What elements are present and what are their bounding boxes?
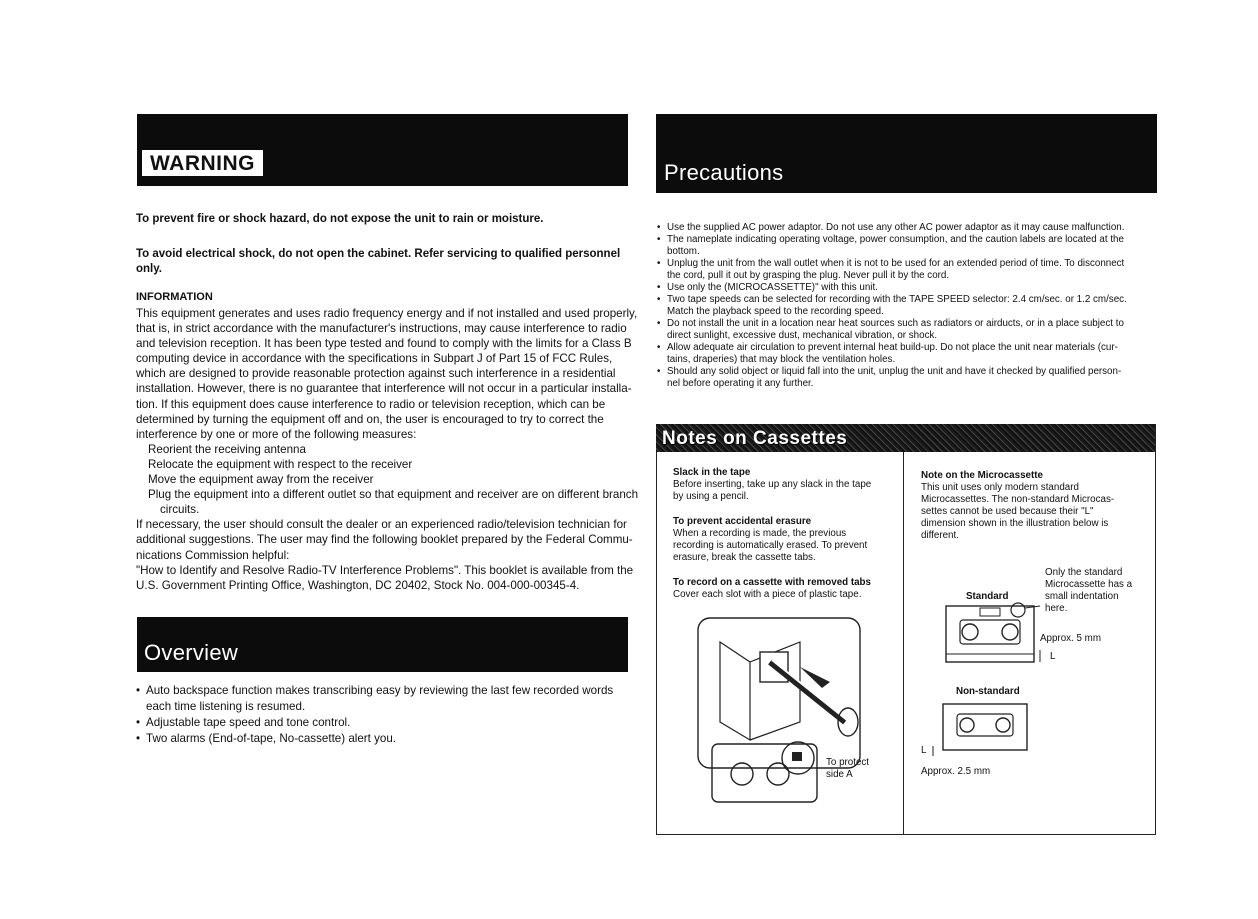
nonstandard-label: Non-standard xyxy=(956,686,1020,697)
warning-lead-2: To avoid electrical shock, do not open the cabinet. Refer servicing to qualified personnel only. xyxy=(136,248,621,275)
approx-2-5mm-label: Approx. 2.5 mm xyxy=(921,766,991,777)
microcassette-section: Note on the Microcassette This unit uses only modern standard Microcassettes. The non-standard Microcas- settes cannot be used because their "L" dimension shown in the illustration below is different. xyxy=(921,470,1115,541)
overview-item: • Auto backspace function makes transcribing easy by reviewing the last few recorded words each time listening is resumed. xyxy=(136,683,613,715)
erasure-heading: To prevent accidental erasure xyxy=(673,516,812,527)
overview-title: Overview xyxy=(144,640,239,665)
measure-item: Relocate the equipment with respect to the receiver xyxy=(148,457,413,471)
l-dimension-label-nonstandard: L xyxy=(921,745,927,756)
warning-lead-1: To prevent fire or shock hazard, do not expose the unit to rain or moisture. xyxy=(136,213,544,225)
record-heading: To record on a cassette with removed tabs xyxy=(673,577,871,588)
overview-list xyxy=(136,683,613,747)
information-heading: INFORMATION xyxy=(136,291,213,303)
precaution-item: • Unplug the unit from the wall outlet when it is not to be used for an extended period of time. To disconnect the cord, pull it out by grasping the plug. Never pull it by the cord. xyxy=(657,258,1127,282)
approx-5mm-label: Approx. 5 mm xyxy=(1040,633,1101,644)
slack-section: Slack in the tape Before inserting, take up any slack in the tape by using a pencil. xyxy=(673,467,872,502)
notes-divider xyxy=(903,452,904,834)
precaution-item: • Use only the (MICROCASSETTE)" with this unit. xyxy=(657,282,1127,294)
protect-label: To protect side A xyxy=(826,757,870,780)
cassette-tab-illustration xyxy=(690,612,870,812)
l-dimension-label: L xyxy=(1050,651,1056,662)
measure-item: Reorient the receiving antenna xyxy=(148,442,306,456)
notes-title: Notes on Cassettes xyxy=(662,428,848,449)
precaution-item: • Two tape speeds can be selected for recording with the TAPE SPEED selector: 2.4 cm/sec. or 1.2 cm/sec. Match the playback speed to the recording speed. xyxy=(657,294,1127,318)
record-section: To record on a cassette with removed tabs Cover each slot with a piece of plastic tape. xyxy=(673,577,871,600)
overview-item: • Adjustable tape speed and tone control. xyxy=(136,715,613,731)
nonstandard-cassette-diagram xyxy=(925,700,1035,760)
microcassette-heading: Note on the Microcassette xyxy=(921,470,1043,481)
measure-item: Move the equipment away from the receiver xyxy=(148,473,374,487)
precaution-item: • Do not install the unit in a location near heat sources such as radiators or airducts, or in a place subject to direct sunlight, excessive dust, mechanical vibration, or shock. xyxy=(657,318,1127,342)
precaution-item: • Allow adequate air circulation to prevent internal heat build-up. Do not place the unit near materials (cur- tains, draperies) that may block the ventilation holes. xyxy=(657,342,1127,366)
precautions-title: Precautions xyxy=(664,160,784,185)
precaution-item: • The nameplate indicating operating voltage, power consumption, and the caution labels are located at the bottom. xyxy=(657,234,1127,258)
standard-note: Only the standard Microcassette has a small indentation here. xyxy=(1045,567,1133,614)
information-body: This equipment generates and uses radio frequency energy and if not installed and used properly, that is, in strict accordance with the manufacturer's instructions, may cause interference to radio and television reception. It has been type tested and found to comply with the limits for a Class B computing device in accordance with the specifications in Subpart J of Part 15 of FCC Rules, which are designed to provide reasonable protection against such interference in a residential installation. However, there is no guarantee that interference will not occur in a particular installa- tion. If this equipment does cause interference to radio or television reception, which can be determined by turning the equipment off and on, the user is encouraged to try to correct the interference by one or more of the following measures: Reorient the receiving antenna Relocate the equipment with respect to the receiver Move the equipment away from the receiver Plug the equipment into a different outlet so that equipment and receiver are on different branch circuits. If necessary, the user should consult the dealer or an experienced radio/television technician for additional suggestions. The user may find the following booklet prepared by the Federal Commu- nications Commission helpful: "How to Identify and Resolve Radio-TV Interference Problems". This booklet is available from the U.S. Government Printing Office, Washington, DC 20402, Stock No. 004-000-00345-4. xyxy=(136,307,639,592)
precaution-item: • Use the supplied AC power adaptor. Do not use any other AC power adaptor as it may cause malfunction. xyxy=(657,222,1127,234)
slack-heading: Slack in the tape xyxy=(673,467,751,478)
warning-title: WARNING xyxy=(142,150,263,176)
overview-item: • Two alarms (End-of-tape, No-cassette) alert you. xyxy=(136,731,613,747)
measure-item: Plug the equipment into a different outlet so that equipment and receiver are on different branch xyxy=(148,488,639,502)
precautions-list xyxy=(657,222,1127,390)
precaution-item: • Should any solid object or liquid fall into the unit, unplug the unit and have it checked by qualified person- nel before operating it any further. xyxy=(657,366,1127,390)
standard-label: Standard xyxy=(966,591,1009,602)
erasure-section: To prevent accidental erasure When a recording is made, the previous recording is automatically erased. To prevent erasure, break the cassette tabs. xyxy=(673,516,868,563)
measure-item: circuits. xyxy=(160,503,200,517)
standard-cassette-diagram xyxy=(940,600,1050,670)
